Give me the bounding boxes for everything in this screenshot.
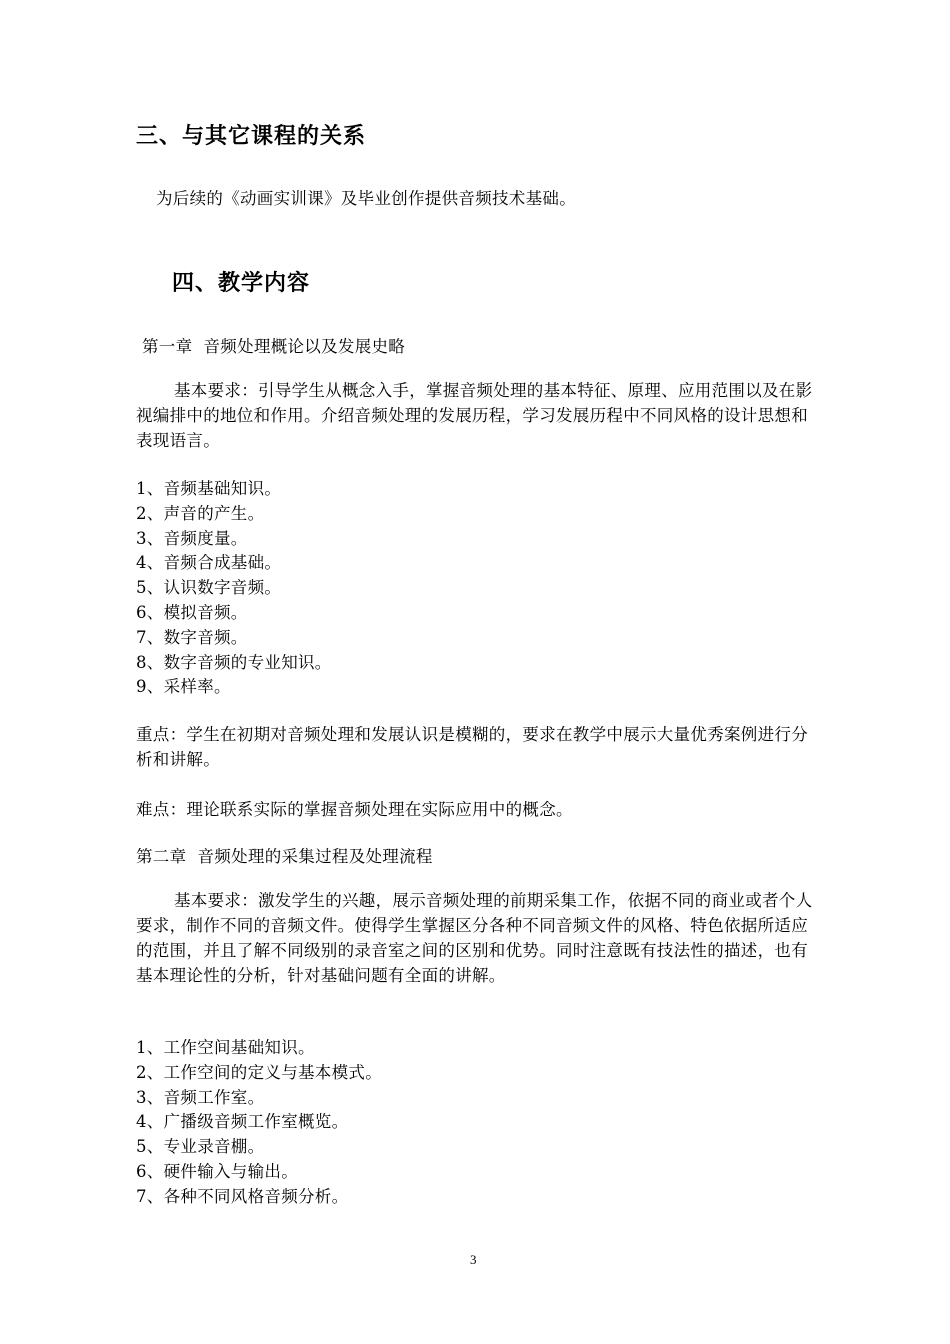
chapter-1-key-points: 重点：学生在初期对音频处理和发展认识是模糊的，要求在教学中展示大量优秀案例进行分析和讲解。 [136, 725, 808, 769]
section-4-heading: 四、教学内容 [172, 271, 311, 296]
chapter-1-topic-list [136, 477, 332, 700]
section-3-heading: 三、与其它课程的关系 [136, 124, 367, 149]
chapter-1-title: 第一章 音频处理概论以及发展史略 [142, 337, 406, 356]
page-number: 3 [470, 1252, 477, 1267]
list-item: 2、声音的产生。 [136, 503, 265, 523]
list-item: 6、模拟音频。 [136, 602, 248, 622]
list-item: 6、硬件输入与输出。 [136, 1161, 298, 1181]
list-item: 7、各种不同风格音频分析。 [136, 1186, 349, 1206]
chapter-2-topic-list [136, 1036, 382, 1210]
list-item: 1、音频基础知识。 [136, 479, 282, 498]
list-item: 9、采样率。 [136, 677, 231, 697]
chapter-2-title: 第二章 音频处理的采集过程及处理流程 [136, 847, 433, 866]
chapter-2-requirements: 基本要求：激发学生的兴趣，展示音频处理的前期采集工作，依据不同的商业或者个人要求，制作不同的音频文件。使得学生掌握区分各种不同音频文件的风格、特色依据所适应的范围，并且了解不同级别的录音室之间的区别和优势。同时注意既有技法性的描述，也有基本理论性的分析，针对基础问题有全面的讲解。 [136, 891, 813, 985]
list-item: 2、工作空间的定义与基本模式。 [136, 1062, 382, 1082]
list-item: 3、音频工作室。 [136, 1087, 265, 1107]
section-3-text: 为后续的《动画实训课》及毕业创作提供音频技术基础。 [156, 189, 576, 208]
list-item: 1、工作空间基础知识。 [136, 1038, 315, 1057]
list-item: 3、音频度量。 [136, 528, 248, 548]
list-item: 5、专业录音棚。 [136, 1137, 265, 1157]
chapter-1-requirements: 基本要求：引导学生从概念入手，掌握音频处理的基本特征、原理、应用范围以及在影视编排中的地位和作用。介绍音频处理的发展历程，学习发展历程中不同风格的设计思想和表现语言。 [136, 381, 813, 450]
list-item: 4、广播级音频工作室概览。 [136, 1112, 349, 1132]
list-item: 7、数字音频。 [136, 627, 248, 647]
list-item: 5、认识数字音频。 [136, 578, 282, 598]
chapter-1-difficulties: 难点：理论联系实际的掌握音频处理在实际应用中的概念。 [136, 800, 573, 819]
list-item: 4、音频合成基础。 [136, 553, 282, 573]
list-item: 8、数字音频的专业知识。 [136, 652, 332, 672]
